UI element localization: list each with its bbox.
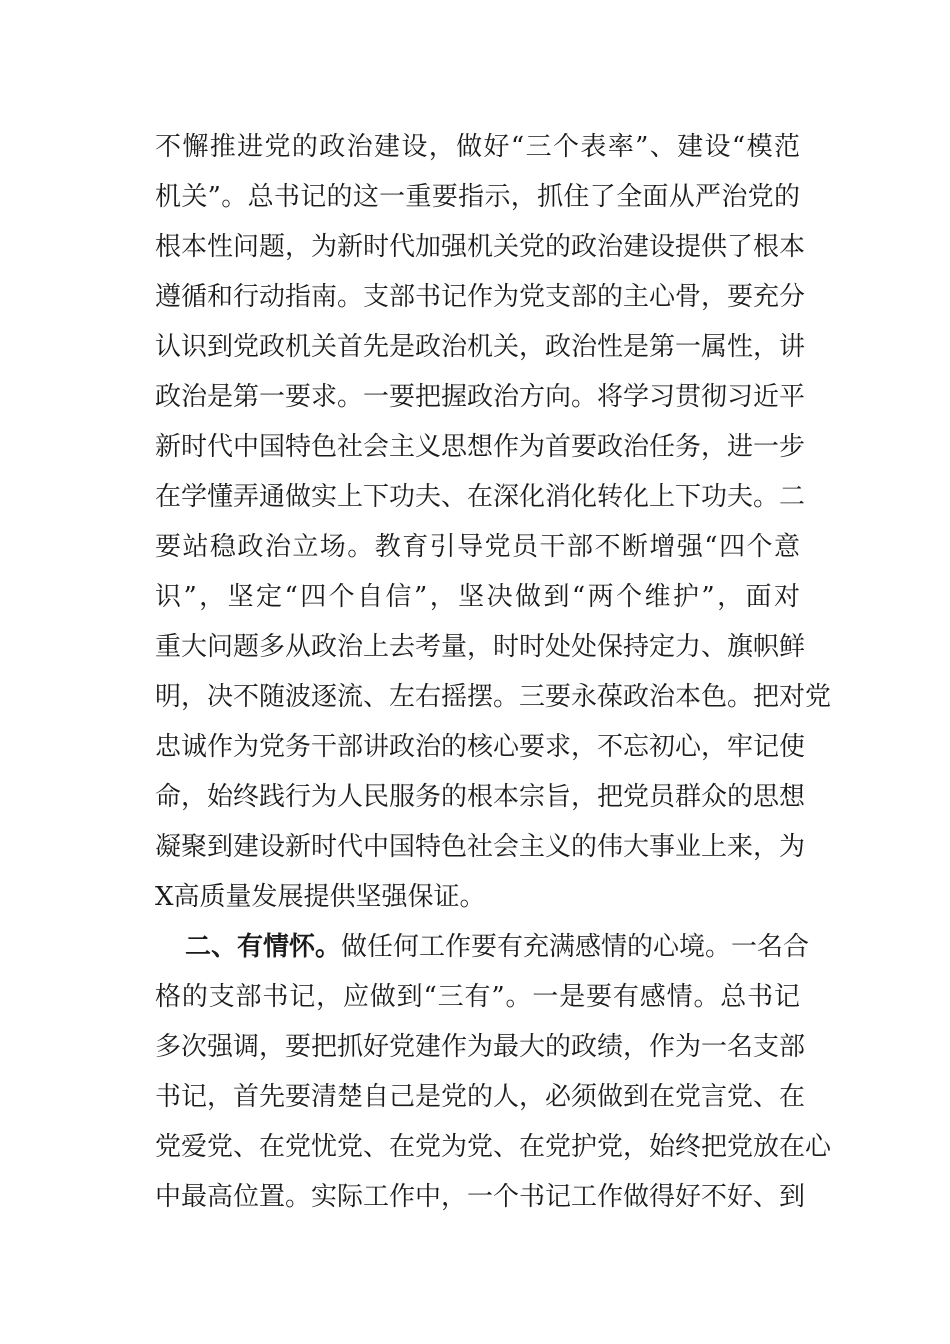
- text-line: 识”，坚定“四个自信”，坚决做到“两个维护”，面对: [155, 582, 800, 612]
- text-line: 明，决不随波逐流、左右摇摆。三要永葆政治本色。把对党: [155, 682, 832, 712]
- text-line: 多次强调，要把抓好党建作为最大的政绩，作为一名支部: [155, 1032, 806, 1062]
- section-heading-line: [155, 922, 810, 972]
- body-text: [155, 122, 832, 1222]
- text-line: 命，始终践行为人民服务的根本宗旨，把党员群众的思想: [155, 782, 806, 812]
- text-line: 遵循和行动指南。支部书记作为党支部的主心骨，要充分: [155, 282, 806, 312]
- text-line: 政治是第一要求。一要把握政治方向。将学习贯彻习近平: [155, 382, 806, 412]
- text-line: 根本性问题，为新时代加强机关党的政治建设提供了根本: [155, 232, 806, 262]
- text-line: 在学懂弄通做实上下功夫、在深化消化转化上下功夫。二: [155, 482, 806, 512]
- text-line-rest: 做任何工作要有充满感情的心境。一名合: [341, 932, 810, 962]
- text-line: 凝聚到建设新时代中国特色社会主义的伟大事业上来，为: [155, 832, 806, 862]
- text-line: 重大问题多从政治上去考量，时时处处保持定力、旗帜鲜: [155, 632, 806, 662]
- text-line: 党爱党、在党忧党、在党为党、在党护党，始终把党放在心: [155, 1132, 832, 1162]
- text-line: X高质量发展提供坚强保证。: [155, 882, 486, 912]
- text-line: 不懈推进党的政治建设，做好“三个表率”、建设“模范: [155, 132, 800, 162]
- section-heading: 二、有情怀。: [185, 932, 342, 962]
- text-line: 中最高位置。实际工作中，一个书记工作做得好不好、到: [155, 1182, 806, 1212]
- text-line: 机关”。总书记的这一重要指示，抓住了全面从严治党的: [155, 182, 800, 212]
- text-line: 新时代中国特色社会主义思想作为首要政治任务，进一步: [155, 432, 806, 462]
- text-line: 认识到党政机关首先是政治机关，政治性是第一属性，讲: [155, 332, 806, 362]
- text-line: 要站稳政治立场。教育引导党员干部不断增强“四个意: [155, 532, 800, 562]
- text-line: 格的支部书记，应做到“三有”。一是要有感情。总书记: [155, 982, 800, 1012]
- text-line: 忠诚作为党务干部讲政治的核心要求，不忘初心，牢记使: [155, 732, 806, 762]
- text-line: 书记，首先要清楚自己是党的人，必须做到在党言党、在: [155, 1082, 806, 1112]
